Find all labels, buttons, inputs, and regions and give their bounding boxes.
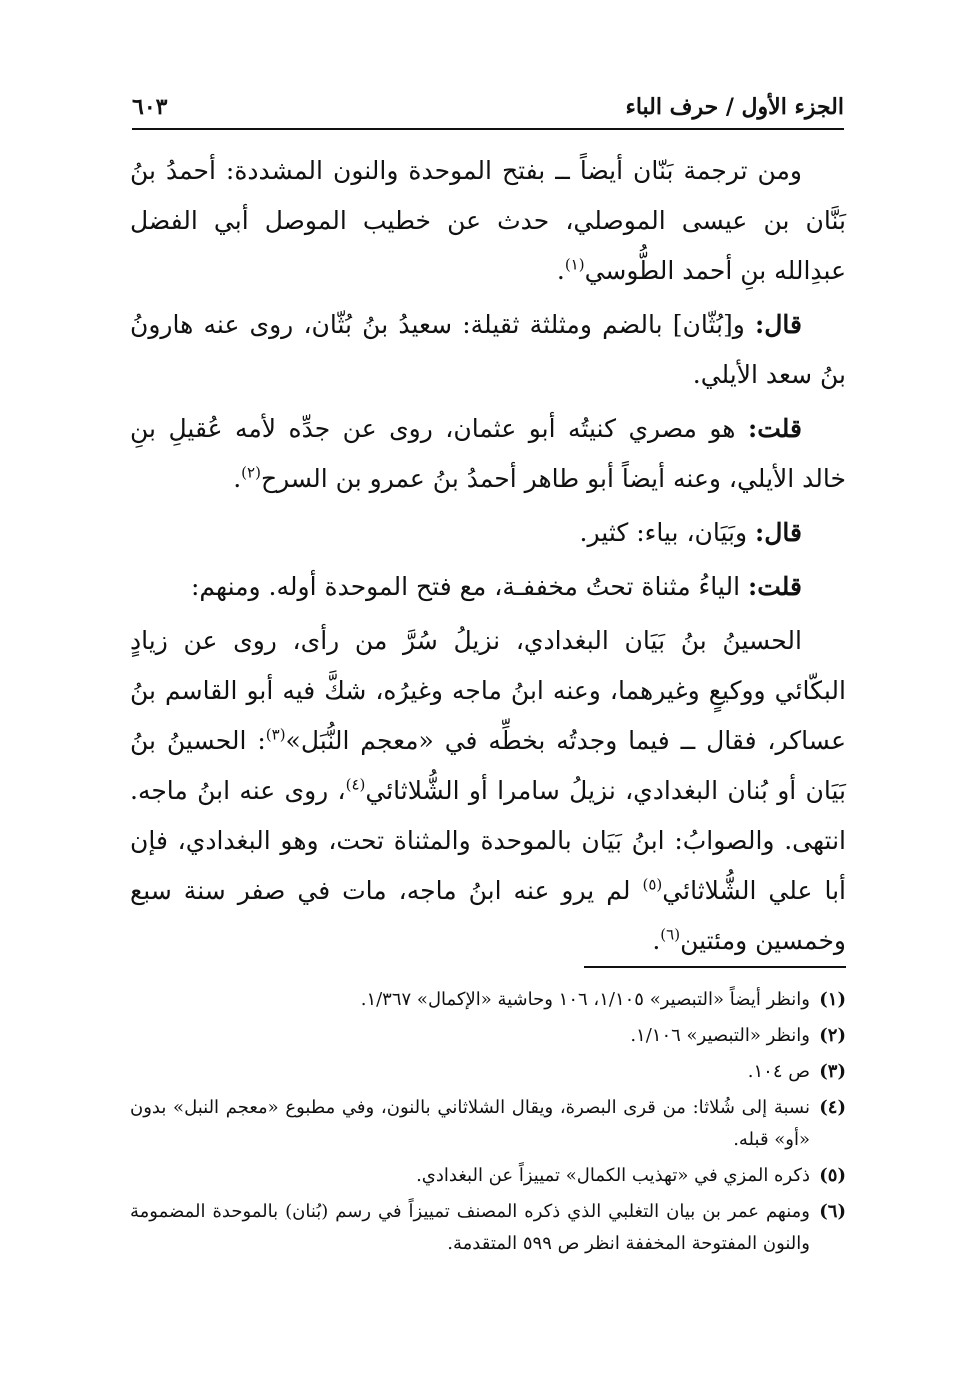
footnote-number: (١) (819, 989, 846, 1010)
footnote-rule (584, 966, 846, 968)
footnote-ref-3: (٣) (265, 725, 286, 744)
header-rule (132, 128, 844, 130)
label-qultu: قلت: (747, 572, 802, 601)
footnote-number: (٦) (819, 1201, 846, 1222)
paragraph-1: ومن ترجمة بَنّان أيضاً ــ بفتح الموحدة والنون المشددة: أحمدُ بنُ بَنَّان بن عيسى الموصلي، حدث عن خطيب الموصل أبي الفضل عبدِالله بنِ أحمد الطُّوسي$^{(١)}$. (130, 156, 846, 285)
footnotes (130, 984, 846, 1264)
footnote-text: وانظر أيضاً «التبصير» ١/١٠٥، ١٠٦ وحاشية «الإكمال» ١/٣٦٧. (360, 989, 810, 1010)
footnote-number: (٣) (819, 1061, 846, 1082)
running-title: الجزء الأول / حرف الباء (625, 94, 844, 120)
footnote-text: وانظر «التبصير» ١/١٠٦. (630, 1025, 810, 1046)
footnote-text: ص ١٠٤. (747, 1061, 810, 1082)
paragraph-6: الحسينُ بنُ بَيَان البغدادي، نزيلُ سُرَّ من رأى، روى عن زيادٍ البكّائي ووكيعٍ وغيرهما، وعنه ابنُ ماجه وغيرُه، شكَّ فيه أبو القاسم بنُ عساكر، فقال ــ فيما وجدتُه بخطِّه في «معجم النُّبَل»$^{(٣)}$: الحسينُ بنُ بَيَان أو بُنان البغدادي، نزيلُ سامرا أو الشُّلاثائي$^{(٤)}$، روى عنه ابنُ ماجه. انتهى. والصوابُ: ابنُ بَيَان بالموحدة والمثناة تحت، وهو البغدادي، فإن أبا علي الشُّلاثائي$^{(٥)}$ لم يرو عنه ابنُ ماجه، مات في صفر سنة سبع وخمسين ومئتين$^{(٦)}$. (130, 626, 846, 955)
footnote (130, 1092, 846, 1156)
footnote (130, 1020, 846, 1052)
paragraph-3: قلت: هو مصري كنيتُه أبو عثمان، روى عن جدِّه لأمه عُقيلِ بنِ خالد الأيلي، وعنه أيضاً أبو طاهر أحمدُ بنُ عمرو بن السرح$^{(٢)}$. (130, 414, 846, 493)
footnote-ref-2: (٢) (241, 463, 261, 482)
footnote-number: (٢) (819, 1025, 846, 1046)
footnote (130, 1160, 846, 1192)
label-qala: قال: (755, 310, 802, 339)
paragraph-5: قلت: الياءُ مثناة تحتُ مخففـة، مع فتح الموحدة أوله. ومنهم: (191, 572, 802, 601)
footnote-text: نسبة إلى شُلاثا: من قرى البصرة، ويقال الشلاثاني بالنون، وفي مطبوع «معجم النبل» بدون «أو» قبله. (130, 1097, 810, 1150)
page-number: ٦٠٣ (132, 94, 168, 120)
footnote-ref-4: (٤) (345, 775, 366, 794)
footnote-number: (٥) (819, 1165, 846, 1186)
paragraph-2: قال: و[بُثّان] بالضم ومثلثة ثقيلة: سعيدُ بنُ بُثّان، روى عنه هارونُ بنُ سعد الأيلي. (130, 310, 846, 389)
footnote-ref-6: (٦) (660, 925, 681, 944)
label-qala: قال: (755, 518, 802, 547)
paragraph-4: قال: وبَيَان، بياء: كثير. (579, 518, 802, 547)
footnote (130, 984, 846, 1016)
footnote (130, 1196, 846, 1260)
page-header (132, 86, 844, 120)
footnote-ref-5: (٥) (642, 875, 663, 894)
main-text (130, 146, 846, 970)
footnote (130, 1056, 846, 1088)
footnote-text: ومنهم عمر بن بيان التغلبي الذي ذكره المصنف تمييزاً في رسم (بُنان) بالموحدة المضمومة والنون المفتوحة المخففة انظر ص ٥٩٩ المتقدمة. (130, 1201, 810, 1254)
label-qultu: قلت: (747, 414, 802, 443)
footnote-text: ذكره المزي في «تهذيب الكمال» تمييزاً عن البغدادي. (416, 1165, 810, 1186)
footnote-ref-1: (١) (564, 255, 585, 274)
footnote-number: (٤) (819, 1097, 846, 1118)
